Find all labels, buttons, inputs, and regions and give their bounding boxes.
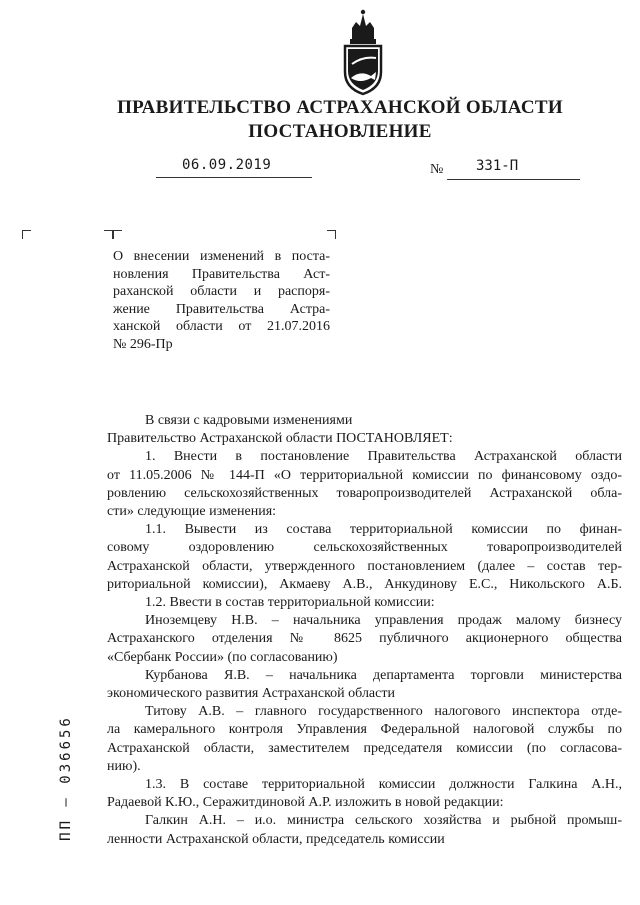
- corner-mark: [104, 230, 113, 239]
- body-line: 1.2. Ввести в состав территориальной комиссии:: [145, 595, 435, 611]
- date-underline: [156, 177, 312, 178]
- document-type: ПОСТАНОВЛЕНИЕ: [248, 121, 432, 142]
- body-line: Радаевой К.Ю., Серажитдиновой А.Р. изложить в новой редакции:: [107, 795, 504, 811]
- body-line: Курбанова Я.В. – начальника департамента торговли министерства: [145, 667, 622, 683]
- subject-line: О внесении изменений в поста-: [113, 249, 330, 264]
- body-line: ровлению сельскохозяйственных товаропроизводителей Астраханской обла-: [107, 485, 622, 501]
- body-line: экономического развития Астраханской области: [107, 686, 395, 702]
- body-line: Астраханской области, заместителем председателя комиссии (по согласова-: [107, 740, 622, 756]
- body-line: совому оздоровлению сельскохозяйственных товаропроизводителей: [107, 540, 622, 556]
- body-line: ла камерального контроля Управления Федеральной налоговой службы по: [107, 722, 622, 738]
- number-sign: №: [430, 162, 444, 177]
- subject-line: раханской области и распоря-: [113, 284, 330, 300]
- corner-mark: [327, 230, 336, 239]
- subject-line: новления Правительства Аст-: [113, 266, 330, 282]
- body-line: Галкин А.Н. – и.о. министра сельского хозяйства и рыбной промыш-: [145, 813, 622, 829]
- corner-mark: [22, 230, 31, 239]
- body-line: Астраханской области, утвержденного постановлением (далее – состав тер-: [107, 558, 622, 574]
- astrakhan-coat-of-arms-icon: [338, 6, 388, 96]
- body-line: В связи с кадровыми изменениями: [145, 413, 353, 428]
- government-title: ПРАВИТЕЛЬСТВО АСТРАХАНСКОЙ ОБЛАСТИ: [117, 97, 563, 118]
- document-date: 06.09.2019: [182, 157, 272, 173]
- document-subject: [113, 248, 330, 354]
- body-line: 1. Внести в постановление Правительства Астраханской области: [145, 449, 622, 465]
- number-underline: [447, 179, 580, 180]
- corner-mark: [113, 230, 122, 239]
- body-line: Титову А.В. – главного государственного налогового инспектора отде-: [145, 704, 622, 720]
- form-serial-number: ПП – 036656: [58, 715, 74, 841]
- body-line: Астраханского отделения № 8625 публичного акционерного общества: [107, 631, 622, 647]
- body-line: от 11.05.2006 № 144-П «О территориальной комиссии по финансовому оздо-: [107, 467, 622, 483]
- body-line: Иноземцеву Н.В. – начальника управления продаж малому бизнесу: [145, 613, 622, 629]
- body-line: Правительство Астраханской области ПОСТАНОВЛЯЕТ:: [107, 431, 453, 447]
- body-line: 1.3. В составе территориальной комиссии должности Галкина А.Н.,: [145, 777, 622, 793]
- body-line: ленности Астраханской области, председатель комиссии: [107, 831, 445, 847]
- body-line: риториальной комиссии), Акмаеву А.В., Анкудинову Е.С., Никольского А.Б.: [107, 576, 622, 592]
- document-number: 331-П: [476, 158, 519, 174]
- subject-line: № 296-Пр: [113, 336, 173, 352]
- document-body: [107, 412, 622, 849]
- body-line: «Сбербанк России» (по согласованию): [107, 649, 338, 665]
- body-line: нию).: [107, 758, 141, 774]
- body-line: сти» следующие изменения:: [107, 504, 277, 520]
- subject-line: жение Правительства Астра-: [113, 301, 330, 317]
- subject-line: ханской области от 21.07.2016: [113, 319, 330, 335]
- body-line: 1.1. Вывести из состава территориальной комиссии по финан-: [145, 522, 622, 538]
